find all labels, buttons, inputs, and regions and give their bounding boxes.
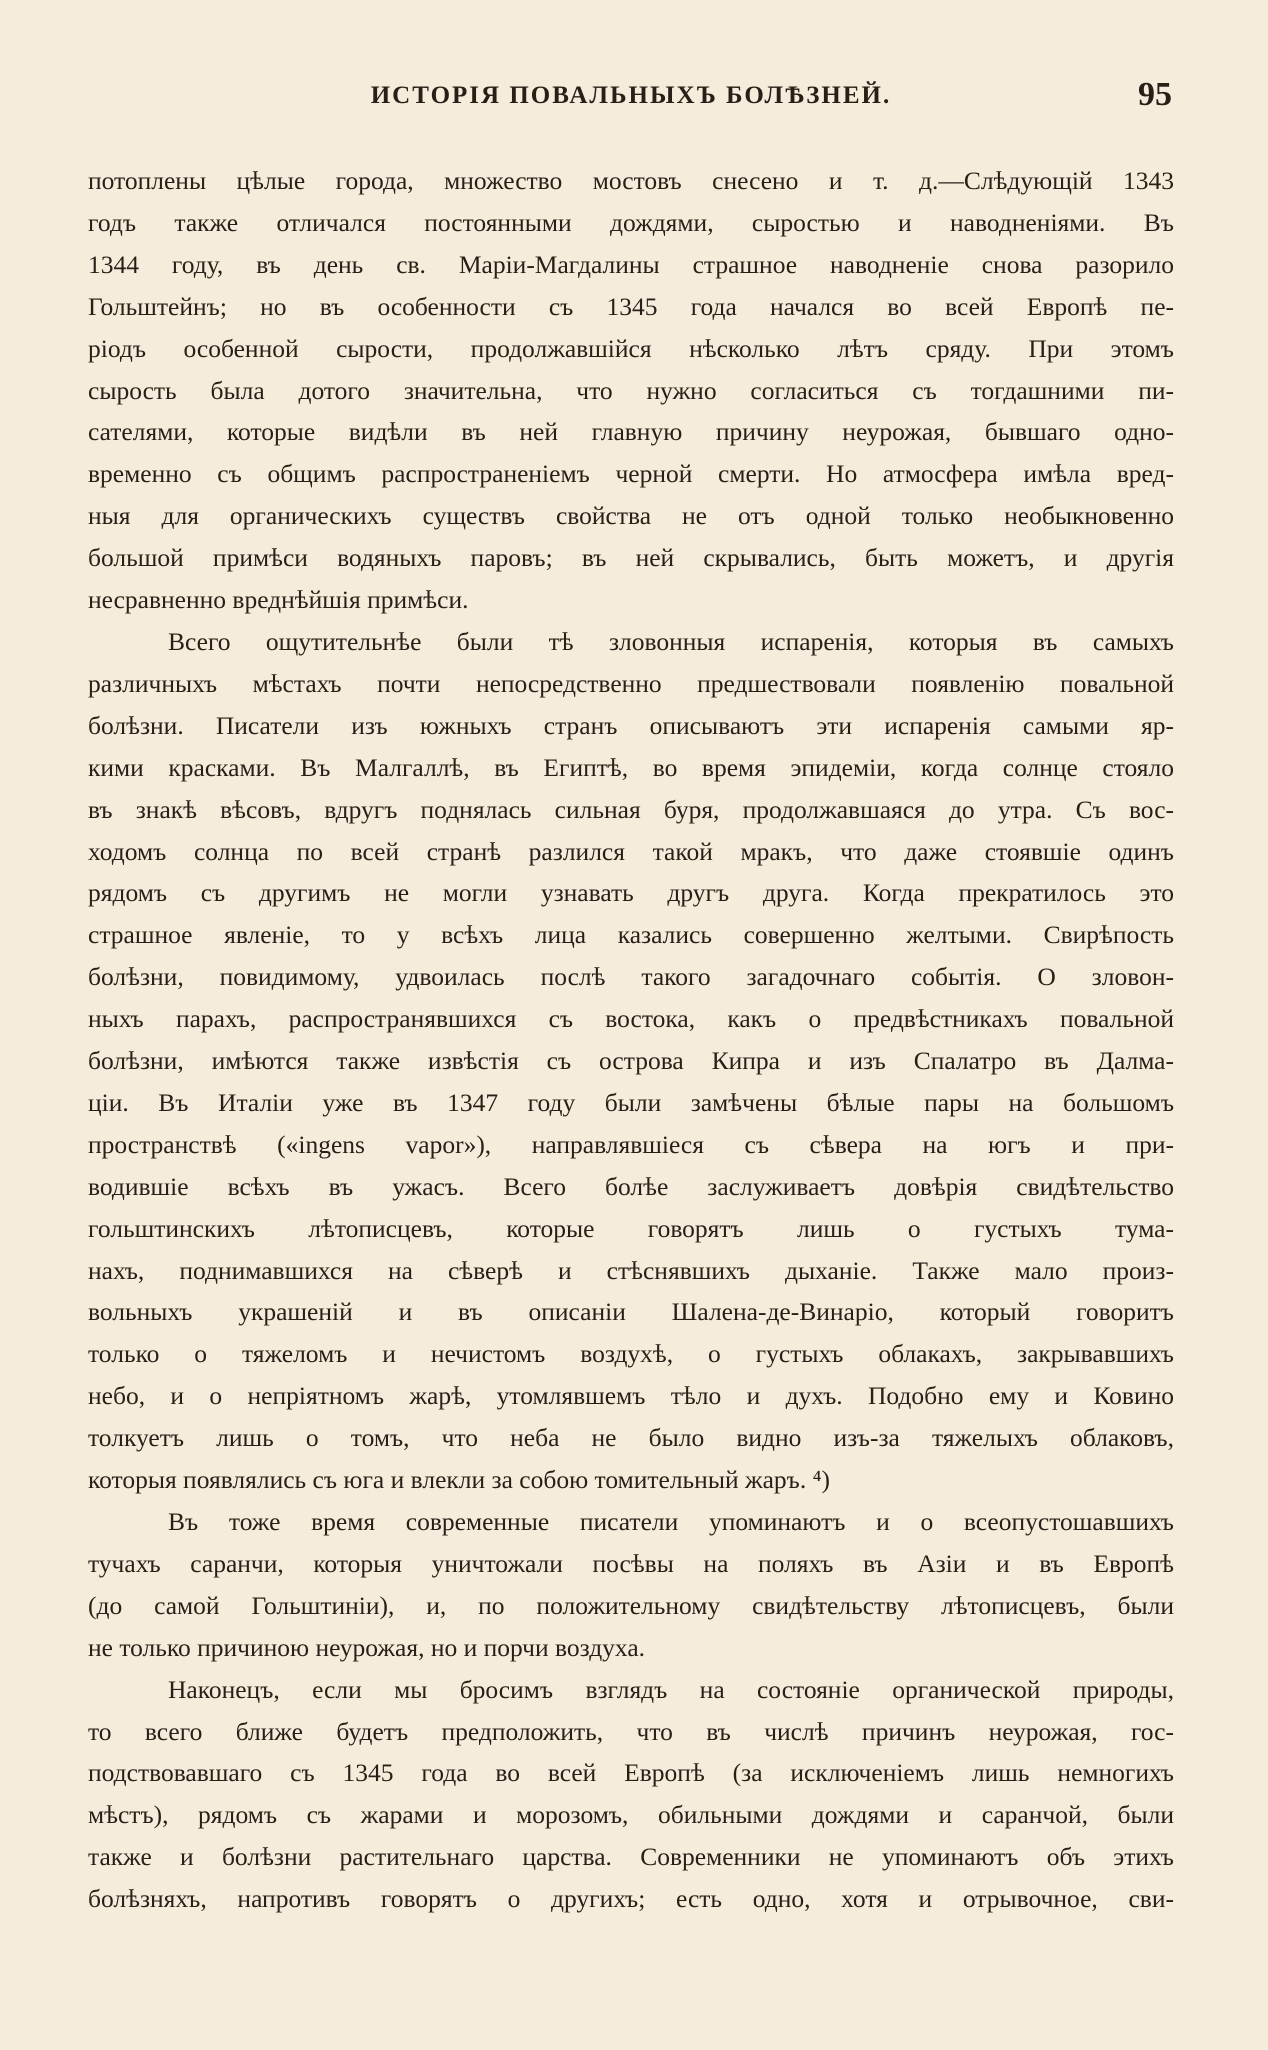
text-line: болѣзни. Писатели изъ южныхъ странъ описываютъ эти испаренія самыми яр- <box>88 710 1174 740</box>
text-line: небо, и о непріятномъ жарѣ, утомлявшемъ тѣло и духъ. Подобно ему и Ковино <box>88 1381 1174 1411</box>
text-line: 1344 году, въ день св. Маріи-Магдалины страшное наводненіе снова разорило <box>88 249 1174 279</box>
text-line: толкуетъ лишь о томъ, что неба не было видно изъ-за тяжелыхъ облаковъ, <box>88 1423 1174 1453</box>
text-line: гольштинскихъ лѣтописцевъ, которые говорятъ лишь о густыхъ тума- <box>88 1213 1174 1243</box>
text-line: ныя для органическихъ существъ свойства не отъ одной только необыкновенно <box>88 501 1174 531</box>
text-line: тучахъ саранчи, которыя уничтожали посѣвы на поляхъ въ Азіи и въ Европѣ <box>88 1548 1174 1578</box>
page-header <box>86 76 1176 122</box>
paragraph-end-line: не только причиною неурожая, но и порчи воздуха. <box>88 1632 646 1662</box>
text-line: болѣзни, имѣются также извѣстія съ острова Кипра и изъ Спалатро въ Далма- <box>88 1046 1174 1076</box>
text-line: ціи. Въ Италіи уже въ 1347 году были замѣчены бѣлые пары на большомъ <box>88 1087 1174 1117</box>
body-text <box>88 160 1174 1920</box>
text-line: водившіе всѣхъ въ ужасъ. Всего болѣе заслуживаетъ довѣрія свидѣтельство <box>88 1171 1174 1201</box>
text-line: болѣзни, повидимому, удвоилась послѣ такого загадочнаго событія. О зловон- <box>88 962 1174 992</box>
paragraph-end-line: несравненно вреднѣйшія примѣси. <box>88 585 469 615</box>
text-line: годъ также отличался постоянными дождями, сыростью и наводненіями. Въ <box>88 207 1174 237</box>
text-line: только о тяжеломъ и нечистомъ воздухѣ, о густыхъ облакахъ, закрывавшихъ <box>88 1339 1174 1369</box>
text-line: мѣстъ), рядомъ съ жарами и морозомъ, обильными дождями и саранчой, были <box>88 1800 1174 1830</box>
text-line: ныхъ парахъ, распространявшихся съ востока, какъ о предвѣстникахъ повальной <box>88 1004 1174 1034</box>
text-line: нахъ, поднимавшихся на сѣверѣ и стѣснявшихъ дыханіе. Также мало произ- <box>88 1255 1174 1285</box>
text-line: сырость была дотого значительна, что нужно согласиться съ тогдашними пи- <box>88 375 1174 405</box>
text-line: потоплены цѣлые города, множество мостовъ снесено и т. д.—Слѣдующій 1343 <box>88 166 1174 195</box>
text-line: также и болѣзни растительнаго царства. Современники не упоминаютъ объ этихъ <box>88 1842 1174 1872</box>
running-title: ИСТОРІЯ ПОВАЛЬНЫХЪ БОЛѢЗНЕЙ. <box>370 82 892 109</box>
paragraph-start-line: Въ тоже время современные писатели упоминаютъ и о всеопустошавшихъ <box>168 1507 1174 1536</box>
page-number: 95 <box>1138 76 1172 113</box>
paragraph-end-line: которыя появлялись съ юга и влекли за собою томительный жаръ. ⁴) <box>88 1465 830 1495</box>
text-line: подствовавшаго съ 1345 года во всей Европѣ (за исключеніемъ лишь немногихъ <box>88 1758 1174 1788</box>
text-line: ріодъ особенной сырости, продолжавшійся нѣсколько лѣтъ сряду. При этомъ <box>88 333 1174 363</box>
text-line: ходомъ солнца по всей странѣ разлился такой мракъ, что даже стоявшіе одинъ <box>88 836 1174 866</box>
text-line: вольныхъ украшеній и въ описаніи Шалена-де-Винаріо, который говоритъ <box>88 1297 1174 1327</box>
text-line: Гольштейнъ; но въ особенности съ 1345 года начался во всей Европѣ пе- <box>88 291 1174 321</box>
text-line: то всего ближе будетъ предположить, что въ числѣ причинъ неурожая, гос- <box>88 1716 1174 1746</box>
paragraph-start-line: Всего ощутительнѣе были тѣ зловонныя испаренія, которыя въ самыхъ <box>168 626 1174 656</box>
text-line: различныхъ мѣстахъ почти непосредственно предшествовали появленію повальной <box>88 668 1174 698</box>
text-line: рядомъ съ другимъ не могли узнавать другъ друга. Когда прекратилось это <box>88 878 1174 908</box>
text-line: пространствѣ («ingens vapor»), направлявшіеся съ сѣвера на югъ и при- <box>88 1129 1174 1159</box>
paragraph-start-line: Наконецъ, если мы бросимъ взглядъ на состояніе органической природы, <box>168 1674 1174 1704</box>
text-line: въ знакѣ вѣсовъ, вдругъ поднялась сильная буря, продолжавшаяся до утра. Съ вос- <box>88 794 1174 824</box>
text-line: большой примѣси водяныхъ паровъ; въ ней скрывались, быть можетъ, и другія <box>88 543 1174 573</box>
text-line: кими красками. Въ Малгаллѣ, въ Египтѣ, во время эпидеміи, когда солнце стояло <box>88 752 1174 782</box>
text-line: (до самой Гольштиніи), и, по положительному свидѣтельству лѣтописцевъ, были <box>88 1590 1174 1620</box>
text-line: временно съ общимъ распространеніемъ черной смерти. Но атмосфера имѣла вред- <box>88 459 1174 489</box>
text-line: сателями, которые видѣли въ ней главную причину неурожая, бывшаго одно- <box>88 417 1174 447</box>
text-line: страшное явленіе, то у всѣхъ лица казались совершенно желтыми. Свирѣпость <box>88 920 1174 950</box>
text-line: болѣзняхъ, напротивъ говорятъ о другихъ; есть одно, хотя и отрывочное, сви- <box>88 1884 1174 1914</box>
